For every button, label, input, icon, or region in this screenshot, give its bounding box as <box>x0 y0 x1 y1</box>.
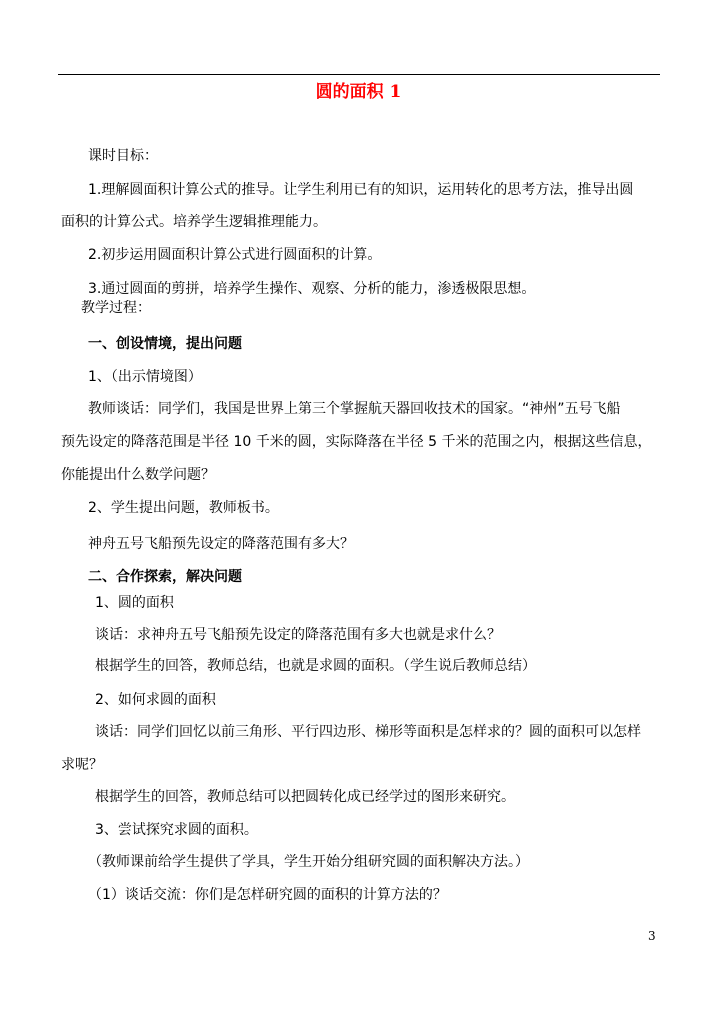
text-line: 1、（出示情境图） <box>88 369 202 385</box>
text-line: 预先设定的降落范围是半径 10 千米的圆，实际降落在半径 5 千米的范围之内，根据这些信息， <box>61 434 652 450</box>
text-line: （教师课前给学生提供了学具，学生开始分组研究圆的面积解决方法。） <box>88 854 529 870</box>
text-line: 课时目标： <box>88 148 158 164</box>
section-heading: 二、合作探索，解决问题 <box>88 569 242 585</box>
text-line: 教师谈话：同学们，我国是世界上第三个掌握航天器回收技术的国家。“神州”五号飞船 <box>88 401 621 417</box>
text-line: 神舟五号飞船预先设定的降落范围有多大？ <box>88 536 354 552</box>
header-rule <box>58 74 660 75</box>
section-heading: 一、创设情境，提出问题 <box>88 336 242 352</box>
text-line: 3、尝试探究求圆的面积。 <box>95 822 258 838</box>
text-line: 1.理解圆面积计算公式的推导。让学生利用已有的知识，运用转化的思考方法，推导出圆 <box>88 182 634 198</box>
text-line: 根据学生的回答，教师总结可以把圆转化成已经学过的图形来研究。 <box>95 789 515 805</box>
document-title: 圆的面积 1 <box>315 82 402 102</box>
text-line: 谈话：同学们回忆以前三角形、平行四边形、梯形等面积是怎样求的？圆的面积可以怎样 <box>95 724 641 740</box>
text-line: 你能提出什么数学问题？ <box>61 467 215 483</box>
text-line: 2.初步运用圆面积计算公式进行圆面积的计算。 <box>88 247 382 263</box>
text-line: （1）谈话交流：你们是怎样研究圆的面积的计算方法的？ <box>88 887 447 903</box>
page-number: 3 <box>648 929 656 943</box>
text-line: 求呢？ <box>61 757 103 773</box>
text-line: 2、学生提出问题，教师板书。 <box>88 500 279 516</box>
text-line: 教学过程： <box>81 300 151 316</box>
text-line: 根据学生的回答，教师总结，也就是求圆的面积。（学生说后教师总结） <box>95 658 536 674</box>
text-line: 面积的计算公式。培养学生逻辑推理能力。 <box>61 214 327 230</box>
text-line: 1、圆的面积 <box>95 595 174 611</box>
text-line: 谈话：求神舟五号飞船预先设定的降落范围有多大也就是求什么？ <box>95 627 501 643</box>
text-line: 2、如何求圆的面积 <box>95 692 216 708</box>
text-line: 3.通过圆面的剪拼，培养学生操作、观察、分析的能力，渗透极限思想。 <box>88 281 536 297</box>
